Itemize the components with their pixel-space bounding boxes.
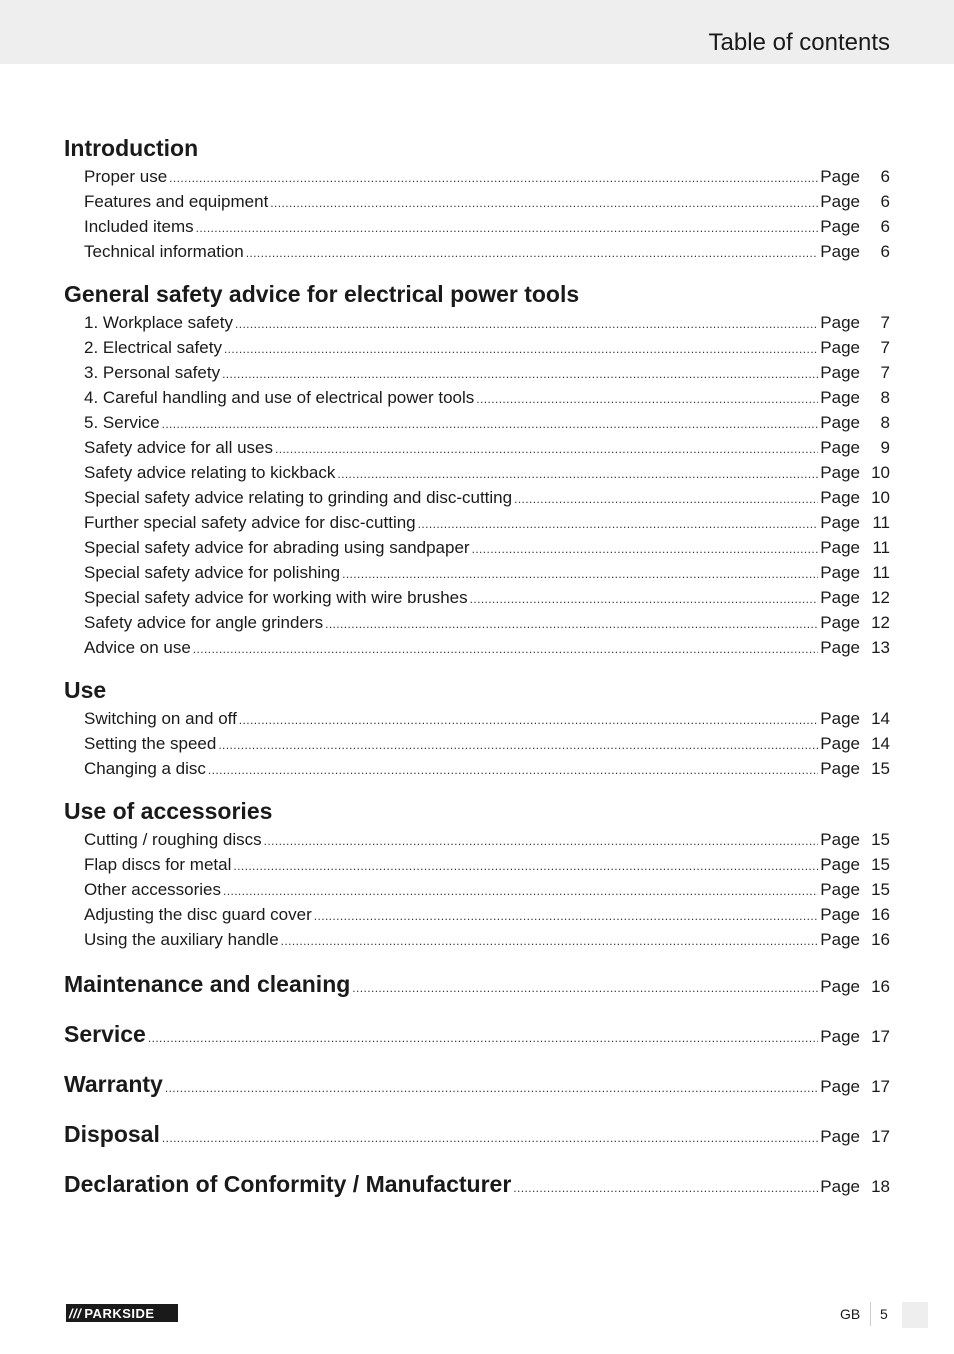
entry-label: Switching on and off bbox=[84, 709, 237, 728]
page-number: 6 bbox=[880, 242, 890, 261]
page-word: Page bbox=[820, 1127, 860, 1146]
entry-label: Special safety advice for polishing bbox=[84, 563, 341, 582]
entry-label: Safety advice for all uses bbox=[84, 438, 273, 457]
entry-label: Declaration of Conformity / Manufacturer bbox=[64, 1171, 512, 1197]
page-word: Page bbox=[820, 438, 860, 457]
page-word: Page bbox=[820, 1177, 860, 1196]
dot-leader bbox=[169, 166, 818, 191]
entry-label: 4. Careful handling and use of electrical power tools bbox=[84, 388, 475, 407]
dot-leader bbox=[222, 362, 818, 387]
page-number: 16 bbox=[871, 905, 890, 924]
page-word: Page bbox=[820, 977, 860, 996]
page-number: 15 bbox=[871, 880, 890, 899]
dot-leader bbox=[337, 462, 818, 487]
page-number: 7 bbox=[880, 338, 890, 357]
page-number: 7 bbox=[880, 313, 890, 332]
entry-label: 2. Electrical safety bbox=[84, 338, 222, 357]
entry-label: Changing a disc bbox=[84, 759, 206, 778]
page-word: Page bbox=[820, 930, 860, 949]
page-number: 10 bbox=[871, 463, 890, 482]
page-number: 6 bbox=[880, 192, 890, 211]
page-word: Page bbox=[820, 880, 860, 899]
dot-leader bbox=[352, 970, 818, 1006]
entry-label: Using the auxiliary handle bbox=[84, 930, 279, 949]
toc-entry[interactable] bbox=[64, 535, 890, 560]
dot-leader bbox=[264, 829, 819, 854]
dot-leader bbox=[513, 1170, 818, 1206]
page-number: 6 bbox=[880, 167, 890, 186]
toc-entry[interactable] bbox=[64, 385, 890, 410]
entry-label: 1. Workplace safety bbox=[84, 313, 233, 332]
dot-leader bbox=[196, 216, 819, 241]
dot-leader bbox=[418, 512, 819, 537]
entry-list bbox=[64, 164, 890, 264]
page-number: 16 bbox=[871, 930, 890, 949]
toc-heading-entry-warranty[interactable] bbox=[64, 1066, 890, 1102]
entry-label: Cutting / roughing discs bbox=[84, 830, 262, 849]
entry-label: Special safety advice for working with wire brushes bbox=[84, 588, 468, 607]
toc-entry[interactable] bbox=[64, 310, 890, 335]
dot-leader bbox=[148, 1020, 818, 1056]
entry-list bbox=[64, 706, 890, 781]
page-number: 15 bbox=[871, 830, 890, 849]
toc-entry[interactable] bbox=[64, 164, 890, 189]
dot-leader bbox=[218, 733, 818, 758]
page-number: 9 bbox=[880, 438, 890, 457]
entry-label: Maintenance and cleaning bbox=[64, 971, 351, 997]
dot-leader bbox=[224, 337, 818, 362]
page-word: Page bbox=[820, 538, 860, 557]
toc-heading-entry-service[interactable] bbox=[64, 1016, 890, 1052]
brand-name: PARKSIDE bbox=[84, 1305, 155, 1321]
page-word: Page bbox=[820, 388, 860, 407]
dot-leader bbox=[314, 904, 819, 929]
page-word: Page bbox=[820, 217, 860, 236]
page-word: Page bbox=[820, 588, 860, 607]
toc-section-general-safety bbox=[64, 278, 890, 660]
section-heading: Use bbox=[64, 677, 107, 703]
entry-label: Warranty bbox=[64, 1071, 163, 1097]
section-heading: Use of accessories bbox=[64, 798, 273, 824]
toc-heading-entry-maintenance[interactable] bbox=[64, 966, 890, 1002]
page-word: Page bbox=[820, 855, 860, 874]
dot-leader bbox=[281, 929, 819, 954]
dot-leader bbox=[239, 708, 819, 733]
toc-entry[interactable] bbox=[64, 485, 890, 510]
page-word: Page bbox=[820, 613, 860, 632]
dot-leader bbox=[342, 562, 818, 587]
page-number: 18 bbox=[871, 1177, 890, 1196]
entry-label: Advice on use bbox=[84, 638, 191, 657]
toc-heading-entry-declaration[interactable] bbox=[64, 1166, 890, 1202]
page-title: Table of contents bbox=[708, 29, 890, 56]
dot-leader bbox=[165, 1070, 818, 1106]
entry-label: Service bbox=[64, 1021, 146, 1047]
page-word: Page bbox=[820, 1077, 860, 1096]
page-word: Page bbox=[820, 759, 860, 778]
footer-page-number: 5 bbox=[880, 1306, 888, 1322]
page-word: Page bbox=[820, 242, 860, 261]
entry-label: Special safety advice for abrading using sandpaper bbox=[84, 538, 470, 557]
toc-section-introduction bbox=[64, 132, 890, 264]
toc-section-use bbox=[64, 674, 890, 781]
dot-leader bbox=[223, 879, 818, 904]
dot-leader bbox=[193, 637, 819, 662]
entry-label: 3. Personal safety bbox=[84, 363, 221, 382]
page-number: 17 bbox=[871, 1127, 890, 1146]
page-number: 7 bbox=[880, 363, 890, 382]
page-number: 11 bbox=[872, 538, 890, 557]
entry-label: Special safety advice relating to grinding and disc-cutting bbox=[84, 488, 513, 507]
page-word: Page bbox=[820, 313, 860, 332]
dot-leader bbox=[275, 437, 818, 462]
toc-entry[interactable] bbox=[64, 435, 890, 460]
section-heading: General safety advice for electrical power tools bbox=[64, 281, 580, 307]
entry-list bbox=[64, 827, 890, 952]
dot-leader bbox=[325, 612, 818, 637]
page-word: Page bbox=[820, 1027, 860, 1046]
page-number: 14 bbox=[871, 709, 890, 728]
page-number: 6 bbox=[880, 217, 890, 236]
page-word: Page bbox=[820, 463, 860, 482]
entry-label: Disposal bbox=[64, 1121, 160, 1147]
toc-entry[interactable] bbox=[64, 335, 890, 360]
toc-entry[interactable] bbox=[64, 610, 890, 635]
dot-leader bbox=[235, 312, 818, 337]
page-number: 17 bbox=[871, 1077, 890, 1096]
toc-entry[interactable] bbox=[64, 902, 890, 927]
toc-entry[interactable] bbox=[64, 731, 890, 756]
page-number: 14 bbox=[871, 734, 890, 753]
dot-leader bbox=[162, 1120, 818, 1156]
entry-label: Included items bbox=[84, 217, 194, 236]
entry-list bbox=[64, 310, 890, 660]
page-word: Page bbox=[820, 905, 860, 924]
toc-entry[interactable] bbox=[64, 706, 890, 731]
dot-leader bbox=[246, 241, 819, 266]
entry-label: Further special safety advice for disc-cutting bbox=[84, 513, 416, 532]
entry-label: Adjusting the disc guard cover bbox=[84, 905, 312, 924]
entry-label: 5. Service bbox=[84, 413, 160, 432]
entry-label: Other accessories bbox=[84, 880, 221, 899]
toc-heading-entry-disposal[interactable] bbox=[64, 1116, 890, 1152]
footer-tab-marker bbox=[902, 1302, 928, 1328]
page-number: 11 bbox=[872, 563, 890, 582]
toc-entry[interactable] bbox=[64, 756, 890, 781]
toc-entry[interactable] bbox=[64, 560, 890, 585]
page-word: Page bbox=[820, 638, 860, 657]
page-word: Page bbox=[820, 338, 860, 357]
page-word: Page bbox=[820, 709, 860, 728]
toc-entry[interactable] bbox=[64, 239, 890, 264]
page-number: 10 bbox=[871, 488, 890, 507]
page-word: Page bbox=[820, 167, 860, 186]
page-word: Page bbox=[820, 830, 860, 849]
page-word: Page bbox=[820, 413, 860, 432]
entry-label: Setting the speed bbox=[84, 734, 217, 753]
page-number: 8 bbox=[880, 413, 890, 432]
toc-entry[interactable] bbox=[64, 585, 890, 610]
entry-label: Proper use bbox=[84, 167, 168, 186]
dot-leader bbox=[162, 412, 819, 437]
page-number: 11 bbox=[872, 513, 890, 532]
section-heading: Introduction bbox=[64, 135, 199, 161]
dot-leader bbox=[270, 191, 818, 216]
page-number: 12 bbox=[871, 613, 890, 632]
toc-entry[interactable] bbox=[64, 460, 890, 485]
dot-leader bbox=[476, 387, 818, 412]
page-number: 13 bbox=[871, 638, 890, 657]
toc-entry[interactable] bbox=[64, 360, 890, 385]
page-word: Page bbox=[820, 488, 860, 507]
toc-entry[interactable] bbox=[64, 635, 890, 660]
page-number: 16 bbox=[871, 977, 890, 996]
toc-entry[interactable] bbox=[64, 852, 890, 877]
page-word: Page bbox=[820, 513, 860, 532]
logo-stripes-icon: /// bbox=[69, 1305, 82, 1321]
dot-leader bbox=[208, 758, 818, 783]
toc-entry[interactable] bbox=[64, 877, 890, 902]
dot-leader bbox=[514, 487, 818, 512]
entry-label: Technical information bbox=[84, 242, 244, 261]
parkside-logo bbox=[66, 1304, 178, 1322]
page-number: 15 bbox=[871, 855, 890, 874]
entry-label: Flap discs for metal bbox=[84, 855, 232, 874]
footer-divider bbox=[870, 1302, 871, 1326]
page-number: 15 bbox=[871, 759, 890, 778]
toc-entry[interactable] bbox=[64, 410, 890, 435]
entry-label: Features and equipment bbox=[84, 192, 269, 211]
toc-section-accessories bbox=[64, 795, 890, 952]
page-number: 17 bbox=[871, 1027, 890, 1046]
dot-leader bbox=[472, 537, 819, 562]
entry-label: Safety advice for angle grinders bbox=[84, 613, 324, 632]
toc-entry[interactable] bbox=[64, 927, 890, 952]
dot-leader bbox=[233, 854, 818, 879]
toc-entry[interactable] bbox=[64, 189, 890, 214]
page-number: 8 bbox=[880, 388, 890, 407]
toc-entry[interactable] bbox=[64, 827, 890, 852]
page-word: Page bbox=[820, 563, 860, 582]
dot-leader bbox=[470, 587, 819, 612]
entry-label: Safety advice relating to kickback bbox=[84, 463, 336, 482]
toc-entry[interactable] bbox=[64, 214, 890, 239]
toc-entry[interactable] bbox=[64, 510, 890, 535]
page-number: 12 bbox=[871, 588, 890, 607]
page-word: Page bbox=[820, 363, 860, 382]
page-word: Page bbox=[820, 192, 860, 211]
page-word: Page bbox=[820, 734, 860, 753]
table-of-contents bbox=[64, 132, 890, 1202]
language-code: GB bbox=[840, 1306, 861, 1322]
